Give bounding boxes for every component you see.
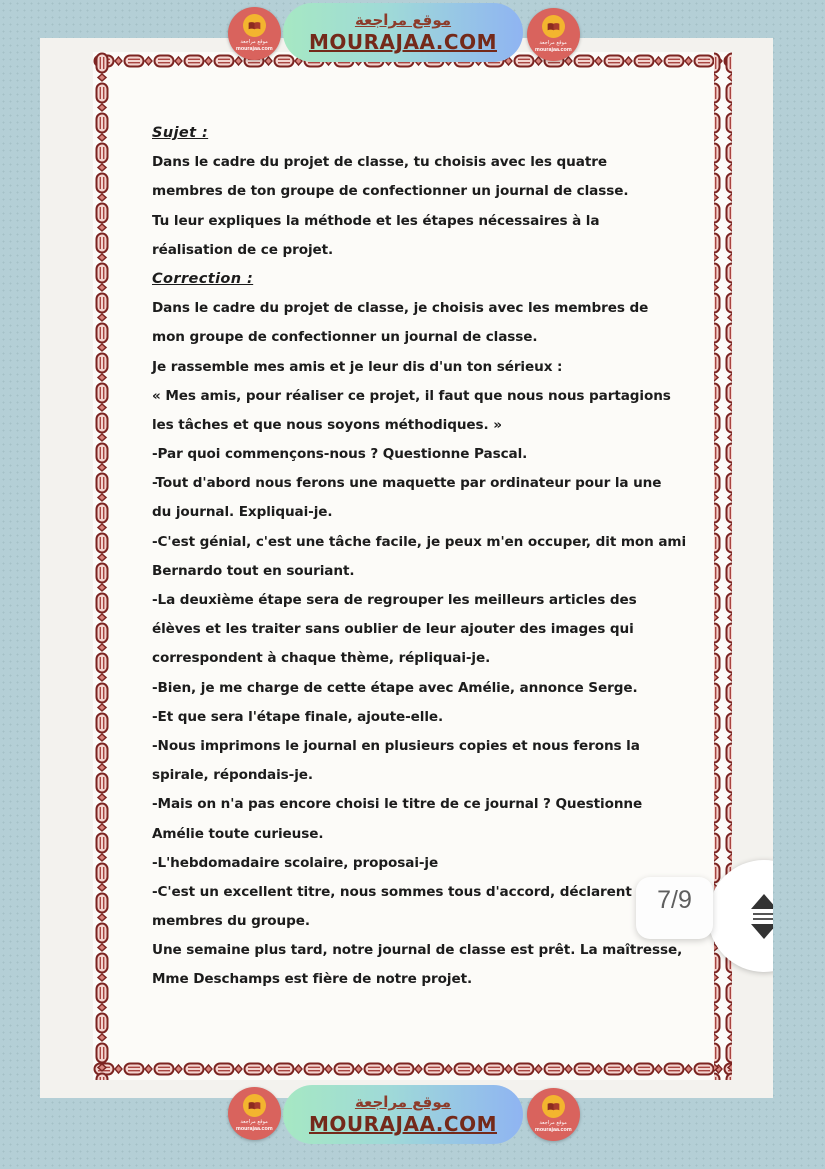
text-line: spirale, répondais-je. <box>152 767 313 784</box>
text-line: Dans le cadre du projet de classe, je choisis avec les membres de <box>152 300 649 317</box>
text-line: -L'hebdomadaire scolaire, proposai-je <box>152 854 439 871</box>
scroll-grip <box>753 913 773 920</box>
text-line: -Tout d'abord nous ferons une maquette par ordinateur pour la une <box>152 475 662 492</box>
site-badge <box>228 7 281 60</box>
text-line: -C'est génial, c'est une tâche facile, je peux m'en occuper, dit mon ami <box>152 533 687 550</box>
text-line: Amélie toute curieuse. <box>152 825 324 842</box>
text-line: Je rassemble mes amis et je leur dis d'un ton sérieux : <box>152 358 563 375</box>
text-line: Dans le cadre du projet de classe, tu choisis avec les quatre <box>152 154 607 171</box>
section-heading: Correction : <box>152 270 254 287</box>
header-banner <box>283 3 523 62</box>
text-line: -Par quoi commençons-nous ? Questionne Pascal. <box>152 446 528 463</box>
text-line: Mme Deschamps est fière de notre projet. <box>152 971 473 988</box>
badge-arabic-label: موقع مراجعة <box>539 39 568 46</box>
text-line: « Mes amis, pour réaliser ce projet, il faut que nous nous partagions <box>152 387 671 404</box>
badge-site-label: mourajaa.com <box>535 1127 572 1133</box>
book-icon <box>243 1094 266 1117</box>
badge-arabic-label: موقع مراجعة <box>240 1118 269 1125</box>
text-line: correspondent à chaque thème, répliquai-je. <box>152 650 491 667</box>
badge-arabic-label: موقع مراجعة <box>240 38 269 45</box>
badge-arabic-label: موقع مراجعة <box>539 1119 568 1126</box>
page-indicator-value: 7/9 <box>657 886 692 914</box>
text-line: Une semaine plus tard, notre journal de classe est prêt. La maîtresse, <box>152 942 683 959</box>
book-icon <box>542 15 565 38</box>
text-line: mon groupe de confectionner un journal de classe. <box>152 329 538 346</box>
text-line: membres du groupe. <box>152 913 310 930</box>
text-line: Tu leur expliques la méthode et les étapes nécessaires à la <box>152 212 600 229</box>
text-line: -Nous imprimons le journal en plusieurs copies et nous ferons la <box>152 737 640 754</box>
book-icon <box>542 1095 565 1118</box>
text-line: -C'est un excellent titre, nous sommes tous d'accord, déclarent <box>152 883 632 900</box>
badge-site-label: mourajaa.com <box>236 46 273 52</box>
badge-site-label: mourajaa.com <box>236 1126 273 1132</box>
badge-site-label: mourajaa.com <box>535 47 572 53</box>
text-line: Bernardo tout en souriant. <box>152 562 355 579</box>
book-icon <box>243 14 266 37</box>
text-line: réalisation de ce projet. <box>152 241 334 258</box>
text-line: -Et que sera l'étape finale, ajoute-elle. <box>152 708 444 725</box>
banner-site-name: MOURAJAA.COM <box>309 1111 497 1136</box>
document-page <box>40 38 773 1098</box>
text-line: -Bien, je me charge de cette étape avec Amélie, annonce Serge. <box>152 679 638 696</box>
text-line: les tâches et que nous soyons méthodiques. » <box>152 416 502 433</box>
banner-site-name: MOURAJAA.COM <box>309 29 497 54</box>
text-line: élèves et les traiter sans oublier de leur ajouter des images qui <box>152 621 634 638</box>
footer-banner <box>283 1085 523 1144</box>
site-badge <box>527 8 580 61</box>
text-line: -Mais on n'a pas encore choisi le titre de ce journal ? Questionne <box>152 796 643 813</box>
scroll-up-icon[interactable] <box>751 894 773 909</box>
banner-arabic-title: موقع مراجعة <box>354 11 452 30</box>
page-indicator <box>636 877 713 939</box>
section-heading: Sujet : <box>152 125 209 141</box>
site-badge <box>228 1087 281 1140</box>
text-line: membres de ton groupe de confectionner un journal de classe. <box>152 183 629 200</box>
text-line: -La deuxième étape sera de regrouper les meilleurs articles des <box>152 592 637 608</box>
document-text <box>152 125 727 1001</box>
text-line: du journal. Expliquai-je. <box>152 504 333 521</box>
scroll-down-icon[interactable] <box>751 924 773 939</box>
banner-arabic-title: موقع مراجعة <box>354 1093 452 1112</box>
site-badge <box>527 1088 580 1141</box>
